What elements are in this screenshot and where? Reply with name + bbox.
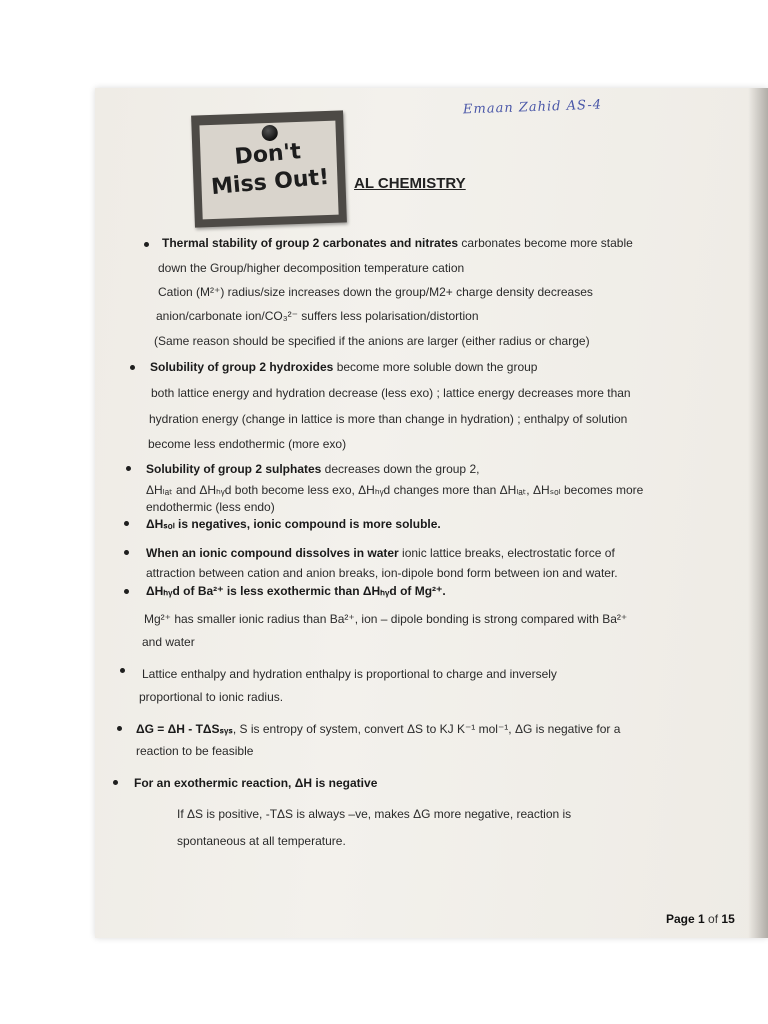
text-line: endothermic (less endo): [146, 500, 275, 514]
handwritten-signature: Emaan Zahid AS-4: [462, 97, 603, 118]
text-span: carbonates become more stable: [458, 236, 633, 250]
text-line: [146, 462, 479, 476]
bold-phrase: ΔHₛₒₗ is negatives, ionic compound is more soluble.: [146, 517, 441, 531]
note-line-2: Miss Out!: [210, 164, 331, 201]
current-page: 1: [698, 912, 705, 926]
text-line: [162, 236, 633, 250]
text-line: Cation (M²⁺) radius/size increases down the group/M2+ charge density decreases: [158, 285, 593, 299]
page-label: Page: [666, 912, 699, 926]
bullet-marker: [113, 780, 118, 785]
text-line: ΔHₗₐₜ and ΔHₕᵧd both become less exo, ΔHₕᵧd changes more than ΔHₗₐₜ, ΔHₛₒₗ becomes more: [146, 483, 644, 497]
total-pages: 15: [721, 912, 735, 926]
bold-phrase: Solubility of group 2 sulphates: [146, 462, 322, 476]
text-line: Mg²⁺ has smaller ionic radius than Ba²⁺, ion – dipole bonding is strong compared with Ba²⁺: [144, 612, 628, 626]
bold-phrase: When an ionic compound dissolves in water: [146, 546, 399, 560]
bold-phrase: ΔHₕᵧd of Ba²⁺ is less exothermic than ΔHₕᵧd of Mg²⁺.: [146, 584, 446, 598]
text-line: [146, 517, 441, 531]
document-title: AL CHEMISTRY: [354, 175, 466, 192]
text-line: attraction between cation and anion breaks, ion-dipole bond form between ion and water.: [146, 566, 618, 580]
bullet-marker: [124, 589, 129, 594]
text-line: [150, 360, 537, 374]
bullet-marker: [144, 242, 149, 247]
bullet-marker: [126, 466, 131, 471]
page-number: [666, 912, 735, 926]
text-line: become less endothermic (more exo): [148, 437, 347, 451]
text-line: hydration energy (change in lattice is more than change in hydration) ; enthalpy of solution: [149, 412, 628, 426]
text-span: become more soluble down the group: [333, 360, 538, 374]
text-line: proportional to ionic radius.: [139, 690, 284, 704]
bullet-marker: [124, 521, 129, 526]
text-line: [146, 546, 615, 560]
text-line: and water: [142, 635, 195, 649]
text-line: spontaneous at all temperature.: [177, 834, 346, 848]
text-span: , S is entropy of system, convert ΔS to KJ K⁻¹ mol⁻¹, ΔG is negative for a: [232, 722, 621, 736]
text-line: If ΔS is positive, -TΔS is always –ve, makes ΔG more negative, reaction is: [177, 807, 572, 821]
text-span: decreases down the group 2,: [321, 462, 480, 476]
bullet-marker: [124, 550, 129, 555]
text-line: [136, 722, 620, 736]
text-line: [134, 776, 377, 790]
text-line: anion/carbonate ion/CO₃²⁻ suffers less polarisation/distortion: [156, 309, 479, 323]
bullet-marker: [120, 668, 125, 673]
text-line: (Same reason should be specified if the anions are larger (either radius or charge): [154, 334, 590, 348]
text-span: ionic lattice breaks, electrostatic force of: [398, 546, 615, 560]
page-of: of: [704, 912, 722, 926]
bold-phrase: ΔG = ΔH - TΔSₛᵧₛ: [136, 722, 233, 736]
text-line: [146, 584, 446, 598]
bold-phrase: For an exothermic reaction, ΔH is negative: [134, 776, 378, 790]
text-line: down the Group/higher decomposition temperature cation: [158, 261, 465, 275]
bullet-marker: [130, 365, 135, 370]
text-line: reaction to be feasible: [136, 744, 254, 758]
text-line: both lattice energy and hydration decrease (less exo) ; lattice energy decreases more than: [151, 386, 631, 400]
bold-phrase: Thermal stability of group 2 carbonates and nitrates: [162, 236, 459, 250]
note-line-1: Don't: [233, 139, 302, 170]
bullet-marker: [117, 726, 122, 731]
text-line: Lattice enthalpy and hydration enthalpy is proportional to charge and inversely: [142, 667, 557, 681]
bold-phrase: Solubility of group 2 hydroxides: [150, 360, 334, 374]
